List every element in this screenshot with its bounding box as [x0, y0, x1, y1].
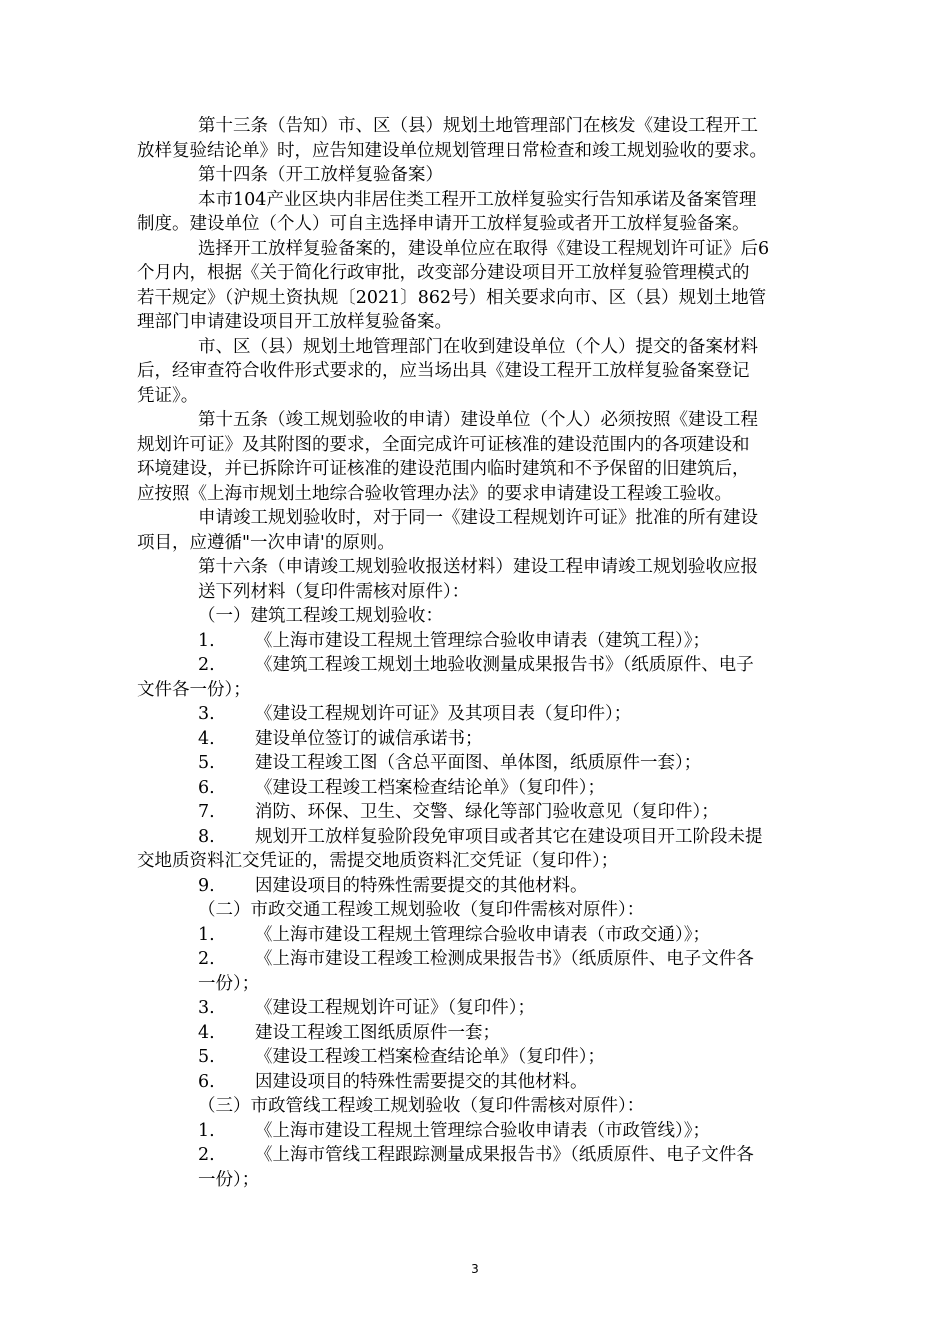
text-line: 第十三条（告知）市、区（县）规划土地管理部门在核发《建设工程开工: [198, 116, 758, 136]
list-item: 《上海市建设工程规土管理综合验收申请表（建筑工程）》；: [255, 631, 710, 651]
text-line: 个月内，根据《关于简化行政审批，改变部分建设项目开工放样复验管理模式的: [137, 263, 750, 283]
list-number: 4.: [198, 729, 215, 749]
list-item: 建设单位签订的诚信承诺书；: [255, 729, 483, 749]
list-item: 建设工程竣工图（含总平面图、单体图，纸质原件一套）；: [255, 753, 702, 773]
list-item-continuation: 文件各一份）；: [137, 680, 251, 700]
list-item: 《建设工程竣工档案检查结论单》（复印件）；: [255, 1047, 605, 1067]
section-heading: （一）建筑工程竣工规划验收：: [198, 606, 443, 626]
list-number: 6.: [198, 1072, 215, 1092]
list-number: 1.: [198, 631, 215, 651]
text-line: 制度。建设单位（个人）可自主选择申请开工放样复验或者开工放样复验备案。: [137, 214, 750, 234]
section-heading: （二）市政交通工程竣工规划验收（复印件需核对原件）：: [198, 900, 645, 920]
text-line: 市、区（县）规划土地管理部门在收到建设单位（个人）提交的备案材料: [198, 337, 758, 357]
text-line: 规划许可证》及其附图的要求，全面完成许可证核准的建设范围内的各项建设和: [137, 435, 750, 455]
text-line: 应按照《上海市规划土地综合验收管理办法》的要求申请建设工程竣工验收。: [137, 484, 732, 504]
list-number: 6.: [198, 778, 215, 798]
list-item: 《上海市建设工程规土管理综合验收申请表（市政交通）》；: [255, 925, 710, 945]
list-number: 9.: [198, 876, 215, 896]
text-line: 放样复验结论单》时，应告知建设单位规划管理日常检查和竣工规划验收的要求。: [137, 141, 767, 161]
list-item: 《建筑工程竣工规划土地验收测量成果报告书》（纸质原件、电子: [255, 655, 754, 675]
list-number: 2.: [198, 1145, 215, 1165]
list-item: 规划开工放样复验阶段免审项目或者其它在建设项目开工阶段未提: [255, 827, 763, 847]
list-number: 1.: [198, 925, 215, 945]
list-number: 5.: [198, 1047, 215, 1067]
list-number: 8.: [198, 827, 215, 847]
section-heading: （三）市政管线工程竣工规划验收（复印件需核对原件）：: [198, 1096, 645, 1116]
text-line: 申请竣工规划验收时，对于同一《建设工程规划许可证》批准的所有建设: [198, 508, 758, 528]
list-item: 《建设工程竣工档案检查结论单》（复印件）；: [255, 778, 605, 798]
list-item-continuation: 交地质资料汇交凭证的，需提交地质资料汇交凭证（复印件）；: [137, 851, 619, 871]
page-number: 3: [471, 1262, 479, 1276]
list-number: 5.: [198, 753, 215, 773]
list-item: 因建设项目的特殊性需要提交的其他材料。: [255, 1072, 588, 1092]
text-line: 环境建设，并已拆除许可证核准的建设范围内临时建筑和不予保留的旧建筑后，: [137, 459, 750, 479]
text-line: 第十五条（竣工规划验收的申请）建设单位（个人）必须按照《建设工程: [198, 410, 758, 430]
list-item: 《上海市建设工程规土管理综合验收申请表（市政管线）》；: [255, 1121, 710, 1141]
text-line: 若干规定》（沪规土资执规〔2021〕862号）相关要求向市、区（县）规划土地管: [137, 288, 767, 308]
list-number: 3.: [198, 998, 215, 1018]
list-number: 7.: [198, 802, 215, 822]
list-number: 4.: [198, 1023, 215, 1043]
list-item: 《上海市建设工程竣工检测成果报告书》（纸质原件、电子文件各: [255, 949, 754, 969]
text-line: 项目，应遵循"一次申请'的原则。: [137, 533, 395, 553]
list-item-continuation: 一份）；: [198, 974, 260, 994]
text-line: 理部门申请建设项目开工放样复验备案。: [137, 312, 452, 332]
text-line: 后，经审查符合收件形式要求的，应当场出具《建设工程开工放样复验备案登记: [137, 361, 750, 381]
text-line: 送下列材料（复印件需核对原件）：: [198, 582, 470, 602]
list-item: 建设工程竣工图纸质原件一套；: [255, 1023, 500, 1043]
list-number: 1.: [198, 1121, 215, 1141]
list-item: 因建设项目的特殊性需要提交的其他材料。: [255, 876, 588, 896]
list-number: 2.: [198, 949, 215, 969]
list-item: 消防、环保、卫生、交警、绿化等部门验收意见（复印件）；: [255, 802, 719, 822]
text-line: 选择开工放样复验备案的，建设单位应在取得《建设工程规划许可证》后6: [198, 239, 770, 259]
list-item: 《建设工程规划许可证》及其项目表（复印件）；: [255, 704, 632, 724]
list-item-continuation: 一份）；: [198, 1170, 260, 1190]
text-line: 本市104产业区块内非居住类工程开工放样复验实行告知承诺及备案管理: [198, 190, 757, 210]
text-line: 第十六条（申请竣工规划验收报送材料）建设工程申请竣工规划验收应报: [198, 557, 758, 577]
list-number: 2.: [198, 655, 215, 675]
list-item: 《建设工程规划许可证》（复印件）；: [255, 998, 535, 1018]
text-line: 第十四条（开工放样复验备案）: [198, 165, 443, 185]
text-line: 凭证》。: [137, 386, 199, 406]
list-item: 《上海市管线工程跟踪测量成果报告书》（纸质原件、电子文件各: [255, 1145, 754, 1165]
list-number: 3.: [198, 704, 215, 724]
